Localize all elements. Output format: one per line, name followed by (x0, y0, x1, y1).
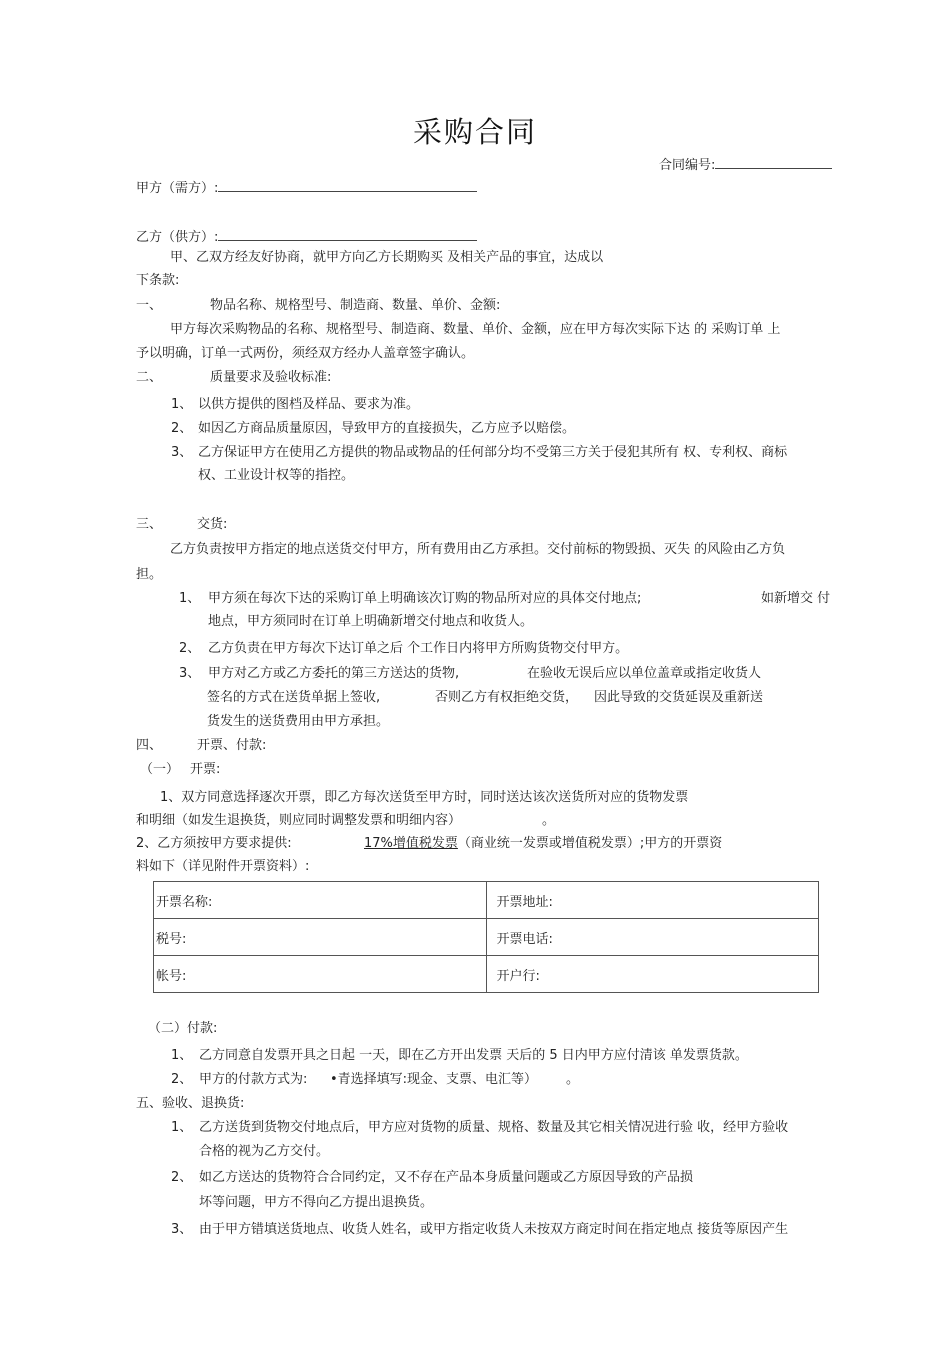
section-5-item-2-num: 2、 (171, 1170, 193, 1185)
section-4-number: 四、 (136, 738, 163, 753)
section-3-item-1-cont: 地点，甲方须同时在订单上明确新增交付地点和收货人。 (208, 614, 534, 629)
section-3-body-2: 担。 (136, 567, 163, 582)
section-3-item-3-l2a: 签名的方式在送货单据上签收, (207, 690, 381, 705)
section-3-item-1: 甲方须在每次下达的采购订单上明确该次订购的物品所对应的具体交付地点; (208, 591, 642, 606)
section-4-sub1-num: （一） (140, 762, 180, 777)
party-b-blank (218, 227, 477, 241)
invoice-para-2-line-1b (364, 836, 722, 852)
payment-item-2-c: 。 (566, 1072, 580, 1087)
section-2-item-3-cont: 权、工业设计权等的指控。 (198, 468, 355, 483)
payment-item-1: 乙方同意自发票开具之日起 一天，即在乙方开出发票 天后的 5 日内甲方应付清该 单发票货款。 (199, 1048, 748, 1063)
section-3-item-3-l3: 货发生的送货费用由甲方承担。 (207, 714, 390, 729)
section-4-sub2-heading: （二）付款: (148, 1021, 218, 1036)
table-cell: 开户行: (486, 956, 819, 993)
section-3-item-3-l2c: 因此导致的交货延误及重新送 (594, 690, 764, 705)
section-2-item-1-num: 1、 (171, 397, 193, 412)
invoice-para-2-c: （商业统一发票或增值税发票）;甲方的开票资 (457, 836, 723, 851)
section-5-item-1: 乙方送货到货物交付地点后，甲方应对货物的质量、规格、数量及其它相关情况进行验 收，经甲方验收 (199, 1120, 789, 1135)
page-title: 采购合同 (412, 115, 537, 149)
invoice-para-1-line-2: 和明细（如发生退换货，则应同时调整发票和明细内容） (136, 813, 462, 828)
invoice-para-2-a: 2、乙方须按甲方要求提供: (136, 836, 292, 851)
section-3-item-2: 乙方负责在甲方每次下达订单之后 个工作日内将甲方所购货物交付甲方。 (208, 641, 629, 656)
invoice-type-underlined: 17%增值税发票 (364, 836, 458, 851)
section-2-item-3: 乙方保证甲方在使用乙方提供的物品或物品的任何部分均不受第三方关于侵犯其所有 权、专利权、商标 (198, 445, 788, 460)
party-b-row (136, 227, 477, 246)
section-1-body-1: 甲方每次采购物品的名称、规格型号、制造商、数量、单价、金额，应在甲方每次实际下达 的 采购订单 上 (170, 322, 781, 337)
payment-item-2-b: •青选择填写:现金、支票、电汇等） (330, 1072, 538, 1087)
section-5-item-1-cont: 合格的视为乙方交付。 (199, 1144, 330, 1159)
table-cell: 开票地址: (486, 882, 819, 919)
table-cell: 税号: (154, 919, 487, 956)
contract-no-row (659, 155, 832, 174)
section-5-heading: 五、验收、退换货: (136, 1096, 245, 1111)
section-4-heading: 开票、付款: (197, 738, 267, 753)
payment-item-2-num: 2、 (171, 1072, 193, 1087)
intro-line-2: 下条款: (136, 273, 180, 288)
section-5-item-1-num: 1、 (171, 1120, 193, 1135)
section-3-item-3-l2b: 否则乙方有权拒绝交货， (435, 690, 579, 705)
invoice-para-2-line-1 (136, 836, 292, 852)
party-a-blank (218, 178, 477, 192)
section-5-item-3-num: 3、 (171, 1222, 193, 1237)
section-3-item-3-b: 在验收无误后应以单位盖章或指定收货人 (527, 666, 762, 681)
table-cell: 帐号: (154, 956, 487, 993)
payment-item-1-num: 1、 (171, 1048, 193, 1063)
section-3-item-3-num: 3、 (179, 666, 201, 681)
section-3-item-1-num: 1、 (179, 591, 201, 606)
contract-no-label: 合同编号: (659, 158, 716, 173)
invoice-para-1-line-1: 1、双方同意选择逐次开票，即乙方每次送货至甲方时，同时送达该次送货所对应的货物发票 (160, 790, 689, 805)
table-row (154, 882, 819, 919)
section-2-item-2: 如因乙方商品质量原因，导致甲方的直接损失，乙方应予以赔偿。 (198, 421, 576, 436)
section-2-heading: 质量要求及验收标准: (210, 370, 332, 385)
section-5-item-2-cont: 坏等问题，甲方不得向乙方提出退换货。 (199, 1195, 434, 1210)
section-2-item-2-num: 2、 (171, 421, 193, 436)
section-2-number: 二、 (136, 370, 163, 385)
section-3-item-1-right: 如新增交 付 (761, 591, 831, 606)
section-2-item-3-num: 3、 (171, 445, 193, 460)
section-3-item-3-a: 甲方对乙方或乙方委托的第三方送达的货物, (208, 666, 460, 681)
contract-no-blank (715, 155, 832, 169)
section-1-heading: 物品名称、规格型号、制造商、数量、单价、金额: (210, 298, 501, 313)
section-5-item-3: 由于甲方错填送货地点、收货人姓名，或甲方指定收货人未按双方商定时间在指定地点 接货等原因产生 (199, 1222, 789, 1237)
party-a-label: 甲方（需方）: (136, 181, 219, 196)
table-cell: 开票电话: (486, 919, 819, 956)
section-3-heading: 交货: (197, 517, 228, 532)
section-3-number: 三、 (136, 517, 163, 532)
table-cell: 开票名称: (154, 882, 487, 919)
section-2-item-1: 以供方提供的图档及样品、要求为准。 (198, 397, 420, 412)
intro-line-1: 甲、乙双方经友好协商，就甲方向乙方长期购买 及相关产品的事宜，达成以 (170, 250, 604, 265)
section-1-body-2: 予以明确，订单一式两份，须经双方经办人盖章签字确认。 (136, 346, 475, 361)
party-a-row (136, 178, 477, 197)
table-row (154, 919, 819, 956)
section-4-sub1-heading: 开票: (190, 762, 221, 777)
invoice-para-2-line-2: 料如下（详见附件开票资料）: (136, 859, 310, 874)
billing-info-table (153, 881, 819, 993)
table-row (154, 956, 819, 993)
payment-item-2-a: 甲方的付款方式为: (199, 1072, 308, 1087)
section-5-item-2: 如乙方送达的货物符合合同约定，又不存在产品本身质量问题或乙方原因导致的产品损 (199, 1170, 694, 1185)
section-1-number: 一、 (136, 298, 163, 313)
section-3-body-1: 乙方负责按甲方指定的地点送货交付甲方，所有费用由乙方承担。交付前标的物毁损、灭失 的风险由乙方负 (170, 542, 786, 557)
party-b-label: 乙方（供方）: (136, 230, 219, 245)
section-3-item-2-num: 2、 (179, 641, 201, 656)
invoice-para-1-end: 。 (542, 813, 556, 828)
